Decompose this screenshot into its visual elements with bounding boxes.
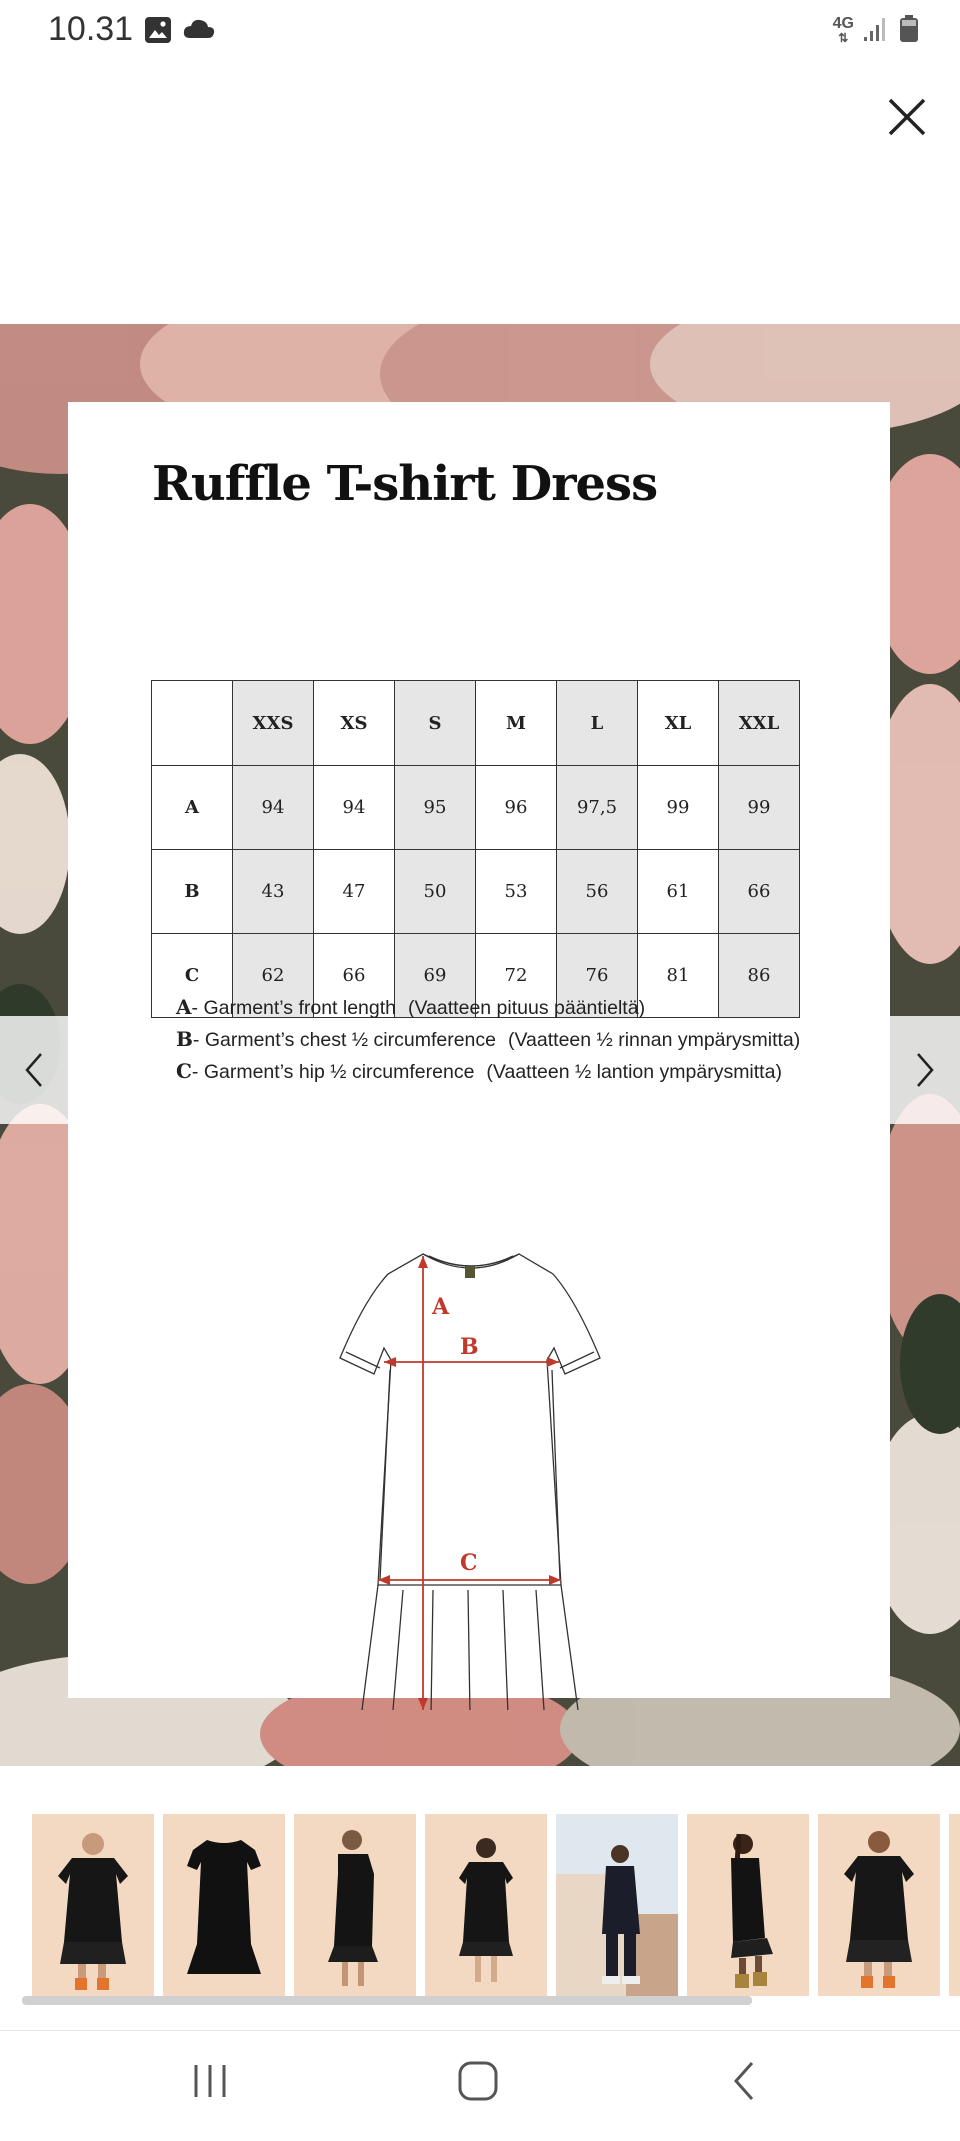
thumbnail-side[interactable]: [294, 1814, 416, 1996]
table-cell: 69: [395, 934, 476, 1018]
table-cell: 43: [233, 850, 314, 934]
legend-text: - Garment’s chest ½ circumference: [192, 1029, 496, 1051]
image-icon: [144, 16, 172, 48]
thumbnail-strip[interactable]: [0, 1810, 960, 2010]
next-image-button[interactable]: [890, 1016, 960, 1124]
status-time: 10.31: [48, 10, 134, 48]
row-header: A: [152, 766, 233, 850]
network-4g-icon: 4G ⇅: [832, 15, 854, 45]
table-cell: 62: [233, 934, 314, 1018]
table-cell: 99: [638, 766, 719, 850]
close-button[interactable]: [882, 92, 932, 142]
column-header: XL: [638, 681, 719, 766]
column-header: M: [476, 681, 557, 766]
thumbnail-flatlay[interactable]: [163, 1814, 285, 1996]
legend-key: B: [176, 1027, 193, 1051]
model-photo-thumbnail: [556, 1814, 678, 1996]
table-cell: 95: [395, 766, 476, 850]
recent-apps-icon: [190, 2059, 230, 2103]
legend-key: A: [176, 995, 192, 1019]
table-row: [152, 850, 800, 934]
signal-icon: [862, 15, 890, 47]
model-photo-thumbnail: [32, 1814, 154, 1996]
model-photo-thumbnail: [687, 1814, 809, 1996]
legend-translation: (Vaatteen pituus pääntieltä): [408, 997, 646, 1019]
measurement-legend: [176, 992, 800, 1088]
row-header: C: [152, 934, 233, 1018]
diagram-label-c: C: [460, 1550, 478, 1576]
legend-item: [176, 1024, 800, 1056]
image-gallery[interactable]: [0, 324, 960, 1766]
legend-text: - Garment’s front length: [191, 997, 397, 1019]
column-header: S: [395, 681, 476, 766]
system-navigation-bar: [0, 2030, 960, 2141]
legend-item: [176, 1056, 800, 1088]
legend-translation: (Vaatteen ½ rinnan ympärysmitta): [508, 1029, 801, 1051]
size-chart-title: Ruffle T-shirt Dress: [152, 456, 658, 512]
table-cell: 66: [314, 934, 395, 1018]
product-photo-thumbnail: [163, 1814, 285, 1996]
thumbnail-outdoor[interactable]: [556, 1814, 678, 1996]
thumbnail-partial[interactable]: [949, 1814, 960, 1996]
model-photo-thumbnail: [818, 1814, 940, 1996]
model-photo-thumbnail: [294, 1814, 416, 1996]
table-cell: 97,5: [557, 766, 638, 850]
back-icon: [728, 2059, 760, 2103]
table-cell: 96: [476, 766, 557, 850]
legend-text: - Garment’s hip ½ circumference: [191, 1061, 475, 1083]
diagram-label-b: B: [460, 1334, 479, 1360]
thumbnail-scrollbar[interactable]: [22, 1996, 752, 2005]
thumbnail-back-pose[interactable]: [687, 1814, 809, 1996]
table-cell: 66: [719, 850, 800, 934]
measurement-lines: [378, 1256, 561, 1710]
row-header: B: [152, 850, 233, 934]
back-button[interactable]: [728, 2059, 760, 2107]
size-table: [151, 680, 800, 1018]
size-chart-panel: [68, 402, 890, 1698]
chevron-right-icon: [913, 1050, 937, 1090]
column-header: XXS: [233, 681, 314, 766]
thumbnail-front-2[interactable]: [425, 1814, 547, 1996]
recent-apps-button[interactable]: [190, 2059, 230, 2107]
table-cell: 99: [719, 766, 800, 850]
table-row: [152, 766, 800, 850]
table-cell: 94: [314, 766, 395, 850]
column-header: L: [557, 681, 638, 766]
table-cell: 53: [476, 850, 557, 934]
legend-key: C: [176, 1059, 192, 1083]
table-header-row: [152, 681, 800, 766]
home-button[interactable]: [456, 2059, 500, 2107]
table-cell: 86: [719, 934, 800, 1018]
diagram-label-a: A: [432, 1294, 450, 1320]
table-cell: 76: [557, 934, 638, 1018]
thumbnail-front-full[interactable]: [32, 1814, 154, 1996]
table-cell: 47: [314, 850, 395, 934]
dress-measurement-diagram: [328, 1240, 618, 1710]
previous-image-button[interactable]: [0, 1016, 68, 1124]
table-cell: 56: [557, 850, 638, 934]
table-cell: 72: [476, 934, 557, 1018]
column-header: XS: [314, 681, 395, 766]
close-icon: [882, 92, 932, 142]
legend-item: [176, 992, 800, 1024]
chevron-left-icon: [22, 1050, 46, 1090]
table-corner-cell: [152, 681, 233, 766]
home-icon: [456, 2059, 500, 2103]
table-cell: 50: [395, 850, 476, 934]
model-photo-thumbnail: [425, 1814, 547, 1996]
legend-translation: (Vaatteen ½ lantion ympärysmitta): [486, 1061, 782, 1083]
status-bar: [0, 0, 960, 62]
thumbnail-back[interactable]: [818, 1814, 940, 1996]
table-cell: 94: [233, 766, 314, 850]
cloud-icon: [182, 18, 216, 44]
battery-icon: [898, 14, 920, 48]
table-cell: 61: [638, 850, 719, 934]
table-cell: 81: [638, 934, 719, 1018]
network-label: 4G: [832, 15, 854, 32]
column-header: XXL: [719, 681, 800, 766]
model-photo-thumbnail: [949, 1814, 960, 1996]
